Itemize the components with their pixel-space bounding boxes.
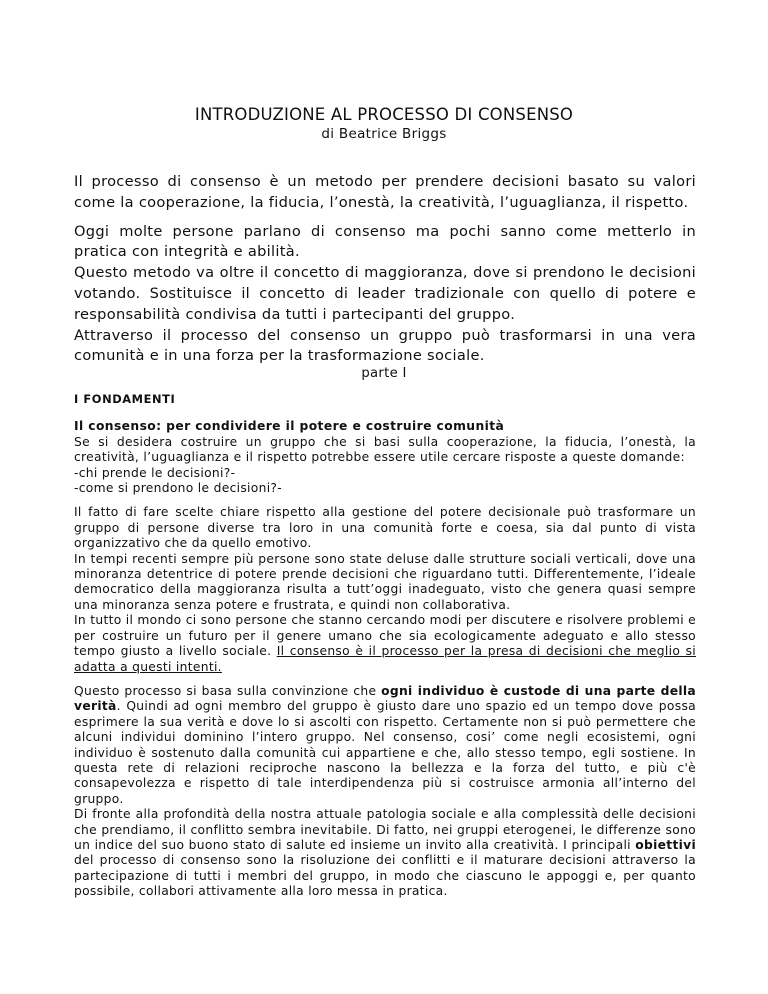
body-paragraph: Il fatto di fare scelte chiare rispetto alla gestione del potere decisionale può trasformare un gruppo di persone diverse tra loro in una comunità forte e coesa, sia dal punto di vista organizzativo che da quello emotivo. — [74, 505, 696, 551]
underlined-statement: Il consenso è il processo per la presa di decisioni che meglio si adatta a questi intenti. — [74, 644, 696, 674]
intro-line: Questo metodo va oltre il concetto di maggioranza, dove si prendono le decisioni votando. Sostituisce il concetto di leader tradizionale con quello di potere e responsabilità condivisa da tutti i partecipanti del gruppo. — [74, 264, 696, 323]
body-section — [74, 392, 696, 900]
bold-phrase: ogni individuo è custode di una parte della verità — [74, 683, 696, 714]
part-label: parte I — [361, 366, 407, 381]
section-intro-text: Se si desidera costruire un gruppo che si basi sulla cooperazione, la fiducia, l’onestà, la creatività, l’uguaglianza e il rispetto potrebbe essere utile cercare risposte a queste domande: — [74, 434, 696, 465]
page-title: INTRODUZIONE AL PROCESSO DI CONSENSO — [194, 105, 574, 124]
body-paragraph: In tempi recenti sempre più persone sono state deluse dalle strutture sociali verticali, dove una minoranza detentrice di potere prende decisioni che riguardano tutti. Differentemente, l’ideale democratico della maggioranza risulta a tutt’oggi inadeguato, visto che genera quasi sempre una minoranza senza potere e frustrata, e quindi non collaborativa. — [74, 551, 696, 612]
paragraph-text: Questo processo si basa sulla convinzione che — [74, 683, 382, 698]
intro-line: Oggi molte persone parlano di consenso ma pochi sanno come metterlo in pratica con integrità e abilità. — [74, 222, 696, 261]
paragraph-text: In tutto il mondo ci sono persone che stanno cercando modi per discutere e risolvere problemi e per costruire un futuro per il genere umano che sia ecologicamente adeguato e allo stesso tempo giusto a livello sociale. — [74, 613, 696, 659]
question-item: -come si prendono le decisioni?- — [74, 481, 282, 496]
title-block — [0, 104, 768, 143]
intro-line: Attraverso il processo del consenso un gruppo può trasformarsi in una vera comunità e in una forza per la trasformazione sociale. — [74, 326, 696, 365]
paragraph-text: Di fronte alla profondità della nostra attuale patologia sociale e alla complessità delle decisioni che prendiamo, il conflitto sembra inevitabile. Di fatto, nei gruppi eterogenei, le differenze sono un indice del suo buono stato di salute ed insieme un invito alla creatività. I principali — [74, 807, 696, 852]
paragraph-text: del processo di consenso sono la risoluzione dei conflitti e il maturare decisioni attraverso la partecipazione di tutti i membri del gruppo, in modo che ciascuno le appoggi e, per quanto possibile, collabori attivamente alla loro messa in pratica. — [74, 853, 696, 899]
intro-section — [74, 172, 696, 375]
body-paragraph — [74, 807, 696, 899]
section-heading: I FONDAMENTI — [74, 392, 176, 406]
intro-paragraph-1: Il processo di consenso è un metodo per prendere decisioni basato su valori come la cooperazione, la fiducia, l’onestà, la creatività, l’uguaglianza, il rispetto. — [74, 173, 696, 211]
body-paragraph — [74, 684, 696, 807]
question-item: -chi prende le decisioni?- — [74, 465, 236, 480]
intro-paragraph-2 — [74, 222, 696, 368]
bold-phrase: obiettivi — [635, 837, 696, 852]
paragraph-text: . Quindi ad ogni membro del gruppo è giusto dare uno spazio ed un tempo dove possa esprimere la sua verità e dove lo si ascolti con rispetto. Certamente non si può permettere che alcuni individui dominino l’intero gruppo. Nel consenso, cosi’ come negli ecosistemi, ogni individuo è sostenuto dalla comunità cui appartiene e che, allo stesso tempo, egli sostiene. In questa rete di relazioni reciproche nascono la bellezza e la forza del tutto, e più c'è consapevolezza e rispetto di tale interdipendenza più si costruisce armonia all’interno del gruppo. — [74, 699, 696, 806]
sub-heading: Il consenso: per condividere il potere e costruire comunità — [74, 419, 505, 434]
body-paragraph — [74, 613, 696, 675]
author-line: di Beatrice Briggs — [321, 126, 447, 142]
